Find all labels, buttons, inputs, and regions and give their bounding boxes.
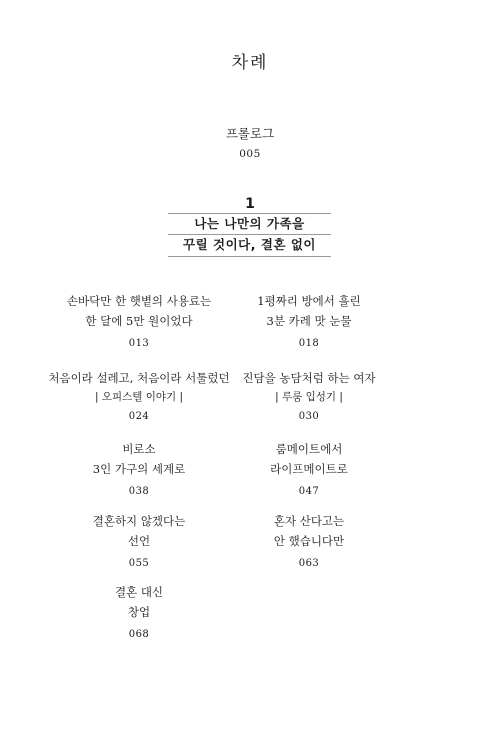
- entry-title-line: 결혼 대신: [114, 585, 164, 599]
- entry-subtitle: | 루룸 입성기 |: [275, 391, 343, 403]
- entry-title-line: 비로소: [122, 442, 156, 456]
- entry-page-number: 047: [298, 486, 320, 497]
- part-title-box: [168, 213, 331, 257]
- entry-title-line: 3인 가구의 세계로: [92, 462, 186, 476]
- toc-entry-8[interactable]: [204, 511, 414, 569]
- entry-title-line: 안 했습니다만: [273, 534, 345, 548]
- part-number: 1: [245, 196, 255, 212]
- entry-page-number: 030: [298, 411, 320, 422]
- entry-title-line: 진담을 농담처럼 하는 여자: [242, 371, 376, 385]
- entry-title-line: 룸메이트에서: [275, 442, 343, 456]
- entry-subtitle: | 오피스텔 이야기 |: [94, 391, 184, 403]
- entry-title-line: 1평짜리 방에서 흘린: [257, 294, 361, 308]
- entry-title-line: 처음이라 설레고, 처음이라 서툴렀던: [48, 371, 230, 385]
- entry-page-number: 024: [128, 411, 150, 422]
- toc-entry-4[interactable]: [204, 368, 414, 422]
- entry-page-number: 018: [298, 338, 320, 349]
- prologue-page-number: 005: [239, 148, 261, 160]
- entry-page-number: 068: [128, 629, 150, 640]
- toc-entry-9[interactable]: [34, 582, 244, 640]
- toc-entry-6[interactable]: [204, 439, 414, 497]
- part-title-line-1: 나는 나만의 가족을: [194, 216, 305, 231]
- entry-page-number: 038: [128, 486, 150, 497]
- toc-entry-2[interactable]: [204, 291, 414, 349]
- entry-page-number: 055: [128, 558, 150, 569]
- entry-title-line: 한 달에 5만 원이었다: [85, 314, 193, 328]
- prologue-title[interactable]: 프롤로그: [225, 126, 275, 141]
- entry-page-number: 063: [298, 558, 320, 569]
- entry-title-line: 손바닥만 한 햇볕의 사용료는: [66, 294, 212, 308]
- entry-title-line: 라이프메이트로: [270, 462, 348, 476]
- entry-title-line: 결혼하지 않겠다는: [92, 514, 186, 528]
- part-title-line-2: 꾸릴 것이다, 결혼 없이: [183, 237, 316, 252]
- entry-title-line: 창업: [127, 605, 151, 619]
- entry-title-line: 3분 카레 맛 눈물: [266, 314, 352, 328]
- entry-title-line: 선언: [127, 534, 151, 548]
- entry-title-line: 혼자 산다고는: [273, 514, 345, 528]
- toc-title: 차례: [231, 53, 269, 73]
- entry-page-number: 013: [128, 338, 150, 349]
